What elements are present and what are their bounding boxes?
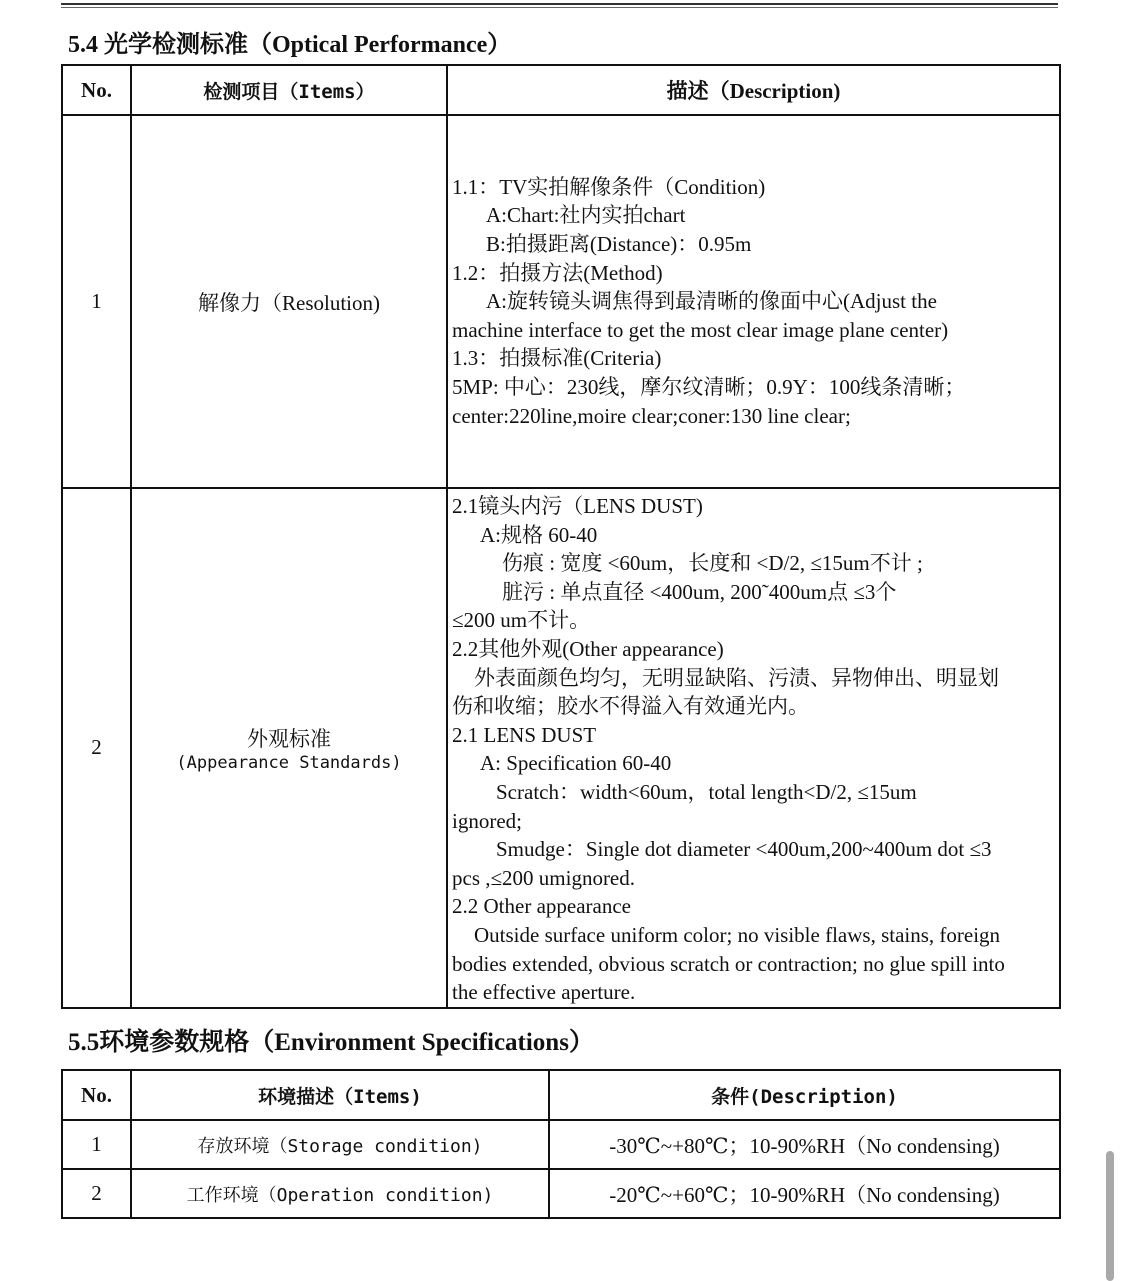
desc-line: Scratch：width<60um，total length<D/2, ≤15um — [496, 779, 917, 804]
desc-line: Outside surface uniform color; no visible flaws, stains, foreign — [474, 922, 1001, 947]
desc-line: 1.1：TV实拍解像条件（Condition) — [452, 174, 766, 199]
vertical-scrollbar-thumb[interactable] — [1106, 1151, 1114, 1281]
section-title-optical-performance: 5.4 光学检测标准（Optical Performance） — [68, 32, 512, 58]
desc-line: 伤痕 : 宽度 <60um，长度和 <D/2, ≤15um不计 ; — [502, 551, 923, 576]
table-header-row — [62, 1070, 1060, 1120]
row-description: -30℃~+80℃；10-90%RH（No condensing) — [549, 1120, 1060, 1169]
section-title-environment-specifications: 5.5环境参数规格（Environment Specifications） — [68, 1029, 594, 1056]
desc-line: center:220line,moire clear;coner:130 line clear; — [452, 403, 851, 428]
top-rule-secondary — [61, 7, 1058, 8]
header-description: 条件(Description) — [549, 1070, 1060, 1120]
desc-line: A:旋转镜头调焦得到最清晰的像面中心(Adjust the — [486, 289, 937, 314]
row-item: 解像力（Resolution) — [131, 115, 447, 488]
table-row — [62, 115, 1060, 488]
header-items: 检测项目（Items） — [131, 65, 447, 115]
row-item-cn: 外观标准 — [247, 726, 331, 751]
row-number: 1 — [62, 115, 131, 488]
desc-line: 1.3：拍摄标准(Criteria) — [452, 346, 662, 371]
environment-specifications-table — [61, 1069, 1061, 1219]
desc-line: ignored; — [452, 808, 522, 833]
desc-line: 2.2其他外观(Other appearance) — [452, 636, 724, 661]
row-number: 2 — [62, 488, 131, 1008]
desc-line: pcs ,≤200 umignored. — [452, 865, 636, 890]
desc-line: 2.1 LENS DUST — [452, 722, 597, 747]
row-item — [131, 488, 447, 1008]
desc-line: ≤200 um不计。 — [452, 608, 591, 633]
row-number: 1 — [62, 1120, 131, 1169]
header-no: No. — [62, 65, 131, 115]
header-description: 描述（Description) — [447, 65, 1060, 115]
desc-line: 伤和收缩；胶水不得溢入有效通光内。 — [452, 694, 809, 719]
table-row — [62, 1169, 1060, 1218]
table-row — [62, 488, 1060, 1008]
top-rule — [61, 3, 1058, 5]
table-header-row — [62, 65, 1060, 115]
desc-line: A:规格 60-40 — [480, 522, 598, 547]
row-number: 2 — [62, 1169, 131, 1218]
desc-line: 1.2：拍摄方法(Method) — [452, 260, 663, 285]
header-items: 环境描述（Items) — [131, 1070, 549, 1120]
desc-line: 5MP: 中心：230线，摩尔纹清晰；0.9Y：100线条清晰； — [452, 374, 966, 399]
desc-line: A:Chart:社内实拍chart — [486, 203, 686, 228]
desc-line: 2.2 Other appearance — [452, 894, 631, 919]
desc-line: the effective aperture. — [452, 980, 636, 1005]
row-item: 工作环境（Operation condition) — [131, 1169, 549, 1218]
header-no: No. — [62, 1070, 131, 1120]
desc-line: bodies extended, obvious scratch or contraction; no glue spill into — [452, 951, 1005, 976]
row-description — [447, 115, 1060, 488]
desc-line: machine interface to get the most clear image plane center) — [452, 317, 949, 342]
row-item-en: (Appearance Standards) — [176, 752, 402, 773]
row-description: -20℃~+60℃；10-90%RH（No condensing) — [549, 1169, 1060, 1218]
row-description — [447, 488, 1060, 1008]
table-row — [62, 1120, 1060, 1169]
optical-performance-table — [61, 64, 1061, 1009]
desc-line: 脏污 : 单点直径 <400um, 200˜400um点 ≤3个 — [502, 579, 897, 604]
desc-line: 2.1镜头内污（LENS DUST) — [452, 494, 703, 518]
desc-line: A: Specification 60-40 — [480, 751, 672, 776]
desc-line: Smudge：Single dot diameter <400um,200~400um dot ≤3 — [496, 837, 992, 862]
desc-line: B:拍摄距离(Distance)：0.95m — [486, 232, 752, 257]
row-item: 存放环境（Storage condition) — [131, 1120, 549, 1169]
desc-line: 外表面颜色均匀，无明显缺陷、污渍、异物伸出、明显划 — [474, 665, 999, 690]
